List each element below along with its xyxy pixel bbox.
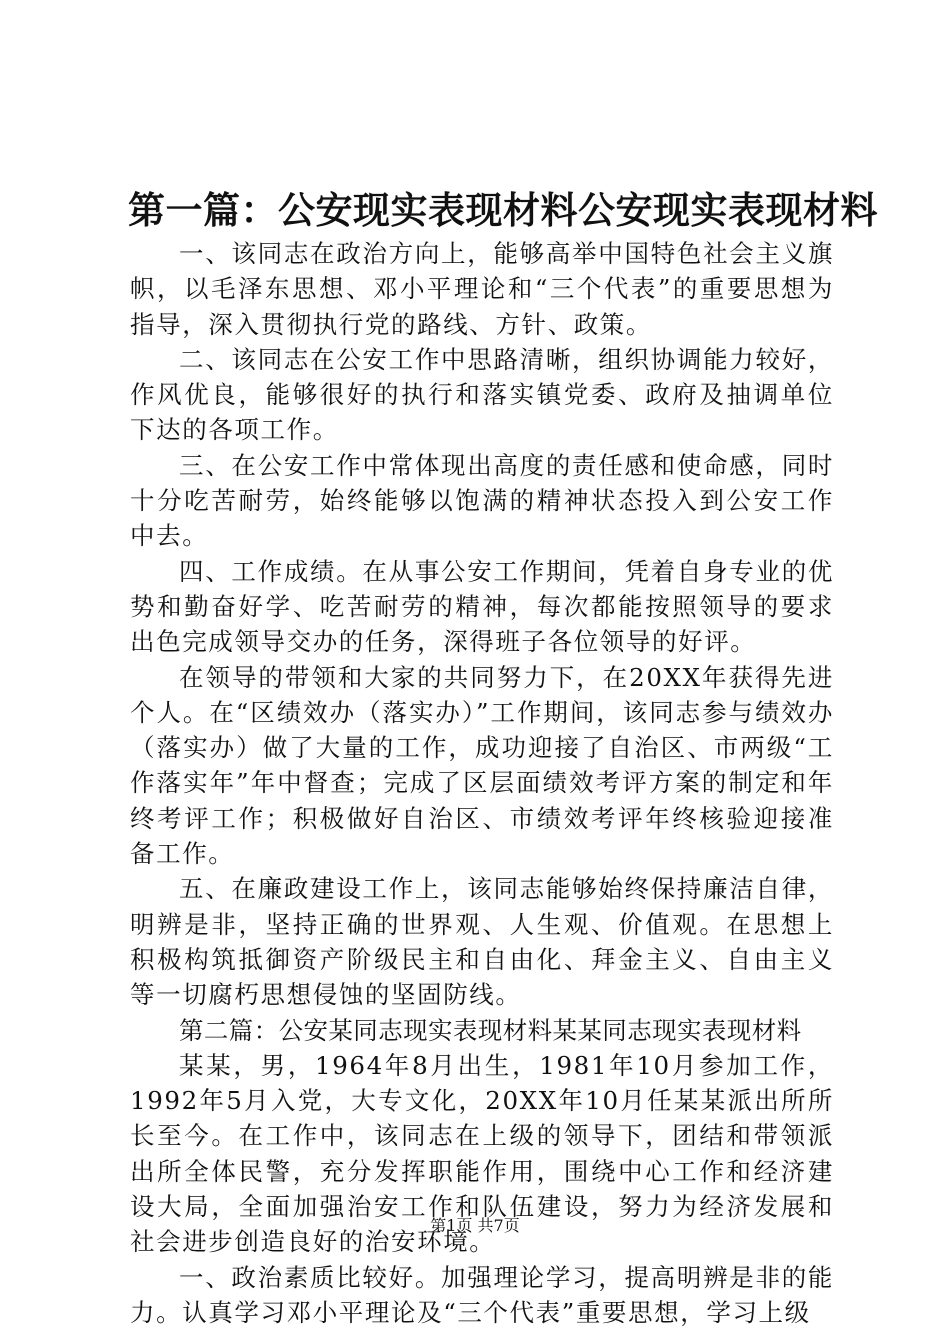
document-title: 第一篇：公安现实表现材料公安现实表现材料 — [128, 188, 878, 232]
section-heading: 第二篇：公安某同志现实表现材料某某同志现实表现材料 — [179, 1015, 802, 1045]
paragraph: 某某，男，1964年8月出生，1981年10月参加工作，1992年5月入党，大专文化，20XX年10月任某某派出所所长至今。在工作中，该同志在上级的领导下，团结和带领派出所全体民警，充分发挥职能作用，围绕中心工作和经济建设大局，全面加强治安工作和队伍建设，努力为经济发展和社会进步创造良好的治安环境。 — [130, 1050, 834, 1257]
paragraph: 一、政治素质比较好。加强理论学习，提高明辨是非的能力。认真学习邓小平理论及“三个代表”重要思想，学习上级 — [130, 1262, 834, 1327]
paragraph: 五、在廉政建设工作上，该同志能够始终保持廉洁自律，明辨是非，坚持正确的世界观、人生观、价值观。在思想上积极构筑抵御资产阶级民主和自由化、拜金主义、自由主义等一切腐朽思想侵蚀的坚固防线。 — [130, 874, 834, 1010]
paragraph: 四、工作成绩。在从事公安工作期间，凭着自身专业的优势和勤奋好学、吃苦耐劳的精神，每次都能按照领导的要求出色完成领导交办的任务，深得班子各位领导的好评。 — [130, 556, 834, 657]
paragraph: 一、该同志在政治方向上，能够高举中国特色社会主义旗帜，以毛泽东思想、邓小平理论和“三个代表”的重要思想为指导，深入贯彻执行党的路线、方针、政策。 — [130, 239, 834, 339]
document-body — [130, 236, 834, 1330]
paragraph: 二、该同志在公安工作中思路清晰，组织协调能力较好，作风优良，能够很好的执行和落实镇党委、政府及抽调单位下达的各项工作。 — [130, 344, 834, 445]
paragraph: 三、在公安工作中常体现出高度的责任感和使命感，同时十分吃苦耐劳，始终能够以饱满的精神状态投入到公安工作中去。 — [130, 450, 834, 551]
paragraph: 在领导的带领和大家的共同努力下，在20XX年获得先进个人。在“区绩效办（落实办）”工作期间，该同志参与绩效办（落实办）做了大量的工作，成功迎接了自治区、市两级“工作落实年”年中督查；完成了区层面绩效考评方案的制定和年终考评工作；积极做好自治区、市绩效考评年终核验迎接准备工作。 — [130, 662, 834, 869]
page-number: 第1页 共7页 — [430, 1216, 520, 1235]
